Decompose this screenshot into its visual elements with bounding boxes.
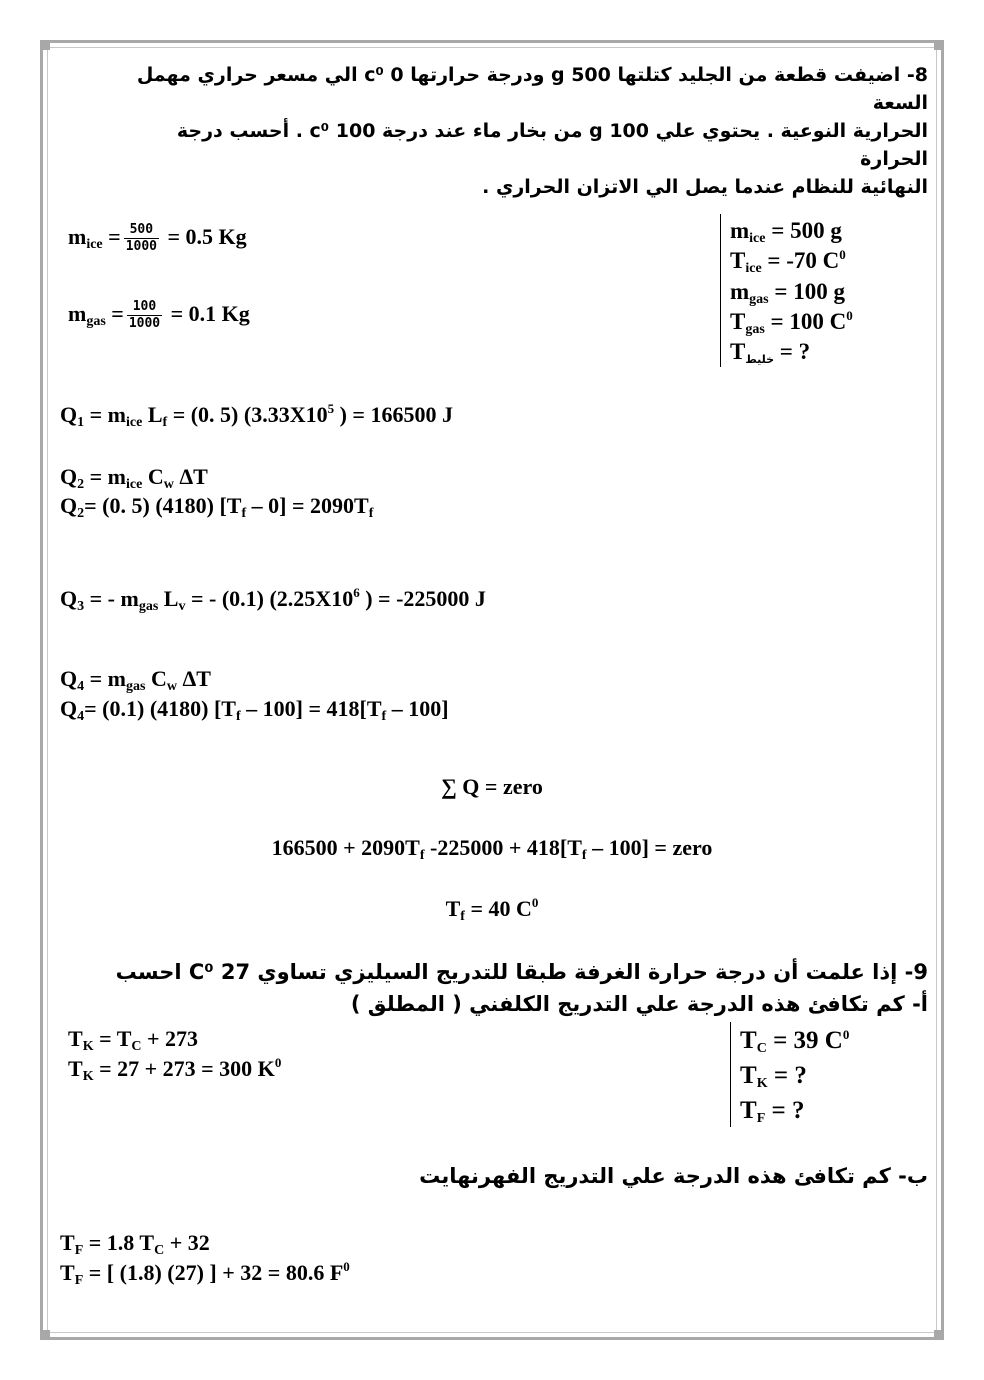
kelvin-formula: $T_K = T_C + 273$	[68, 1026, 199, 1054]
given-9-divider	[730, 1022, 731, 1127]
q1-equation: $Q_1 = m_{ice}$ $L_f = (0$. 5) ($3.33X10^5$ ) = 166500 J	[60, 401, 453, 430]
sum-q-zero: ∑ Q = zero	[441, 774, 543, 799]
m-gas-fraction: $\frac{100}{1000}$	[128, 299, 161, 332]
m-gas-conversion: $m_{gas}$ = $\frac{100}{1000}$ = 0.1 Kg	[68, 299, 250, 332]
given-m-gas: $m_{gas} = 100$ g	[730, 279, 845, 307]
border-corner	[934, 1330, 944, 1340]
problem-9-part-b: ب- كم تكافئ هذه الدرجة علي التدريج الفهرنهايت	[419, 1164, 928, 1188]
border-corner	[40, 1330, 50, 1340]
given-tk: $T_K$ = ?	[740, 1062, 807, 1091]
problem-9-part-a: أ- كم تكافئ هذه الدرجة علي التدريج الكلفني ( المطلق )	[350, 992, 928, 1016]
problem-9-text	[110, 956, 928, 1020]
given-divider	[720, 214, 721, 367]
q2-substitution: $Q_2= (0$. 5) (4180) $[T_f - 0] = 2090T_f$	[60, 493, 374, 521]
q2-formula: $Q_2 = m_{ice}$ $C_w$ ΔT	[60, 464, 208, 492]
problem-8-text	[110, 61, 928, 201]
m-ice-fraction: $\frac{500}{1000}$	[125, 222, 158, 255]
problem-8-line-3: النهائية للنظام عندما يصل الي الاتزان الحراري .	[482, 176, 928, 198]
given-m-ice: $m_{ice} = 500$ g	[730, 218, 842, 246]
border-corner	[40, 40, 50, 50]
q3-equation: $Q_3$ = - $m_{gas}$ $L_v$ = - (0.1) ($2.25X10^6$ ) = -225000 J	[60, 585, 486, 614]
problem-8-line-2: الحرارية النوعية . يحتوي علي g 100 من بخار ماء عند درجة 100 c⁰ . أحسب درجة الحرارة	[176, 120, 928, 170]
kelvin-result: $T_K = 27 + 273 = 300$ $K^0$	[68, 1055, 282, 1084]
balance-equation: $166500 + 2090T_f$ $-225000 + 418[T_f - 100]$ = zero	[271, 835, 713, 863]
given-tc: $T_C = 39$ $C^0$	[740, 1027, 850, 1056]
problem-9-line-1: 9- إذا علمت أن درجة حرارة الغرفة طبقا للتدريج السيليزي تساوي 27 C⁰ احسب	[115, 960, 928, 984]
m-ice-conversion: $m_{ice}$ = $\frac{500}{1000}$ = 0.5 Kg	[68, 222, 247, 255]
q4-substitution: $Q_4= (0.1)$ (4180) $[T_f - 100] = 418[T_f - 100]$	[60, 696, 449, 724]
fahrenheit-formula: $T_F = 1.8$ $T_C + 32$	[60, 1230, 210, 1258]
given-tf: $T_F$ = ?	[740, 1097, 805, 1126]
given-t-mix: $T_{خليط}$ = ?	[730, 339, 811, 366]
problem-8-line-1: 8- اضيفت قطعة من الجليد كتلتها g 500 ودرجة حرارتها 0 c⁰ الي مسعر حراري مهمل السعة	[136, 64, 928, 114]
given-t-ice: $T_{ice} = -70$ $C^0$	[730, 247, 846, 276]
q4-formula: $Q_4 = m_{gas}$ $C_w$ ΔT	[60, 666, 211, 694]
border-corner	[934, 40, 944, 50]
fahrenheit-result: $T_F$ = [ (1.8) (27) ] + 32 = 80.6 $F^0$	[60, 1259, 350, 1288]
given-t-gas: $T_{gas} = 100$ $C^0$	[730, 308, 853, 337]
final-temperature: $T_f = 40$ $C^0$	[445, 895, 539, 924]
